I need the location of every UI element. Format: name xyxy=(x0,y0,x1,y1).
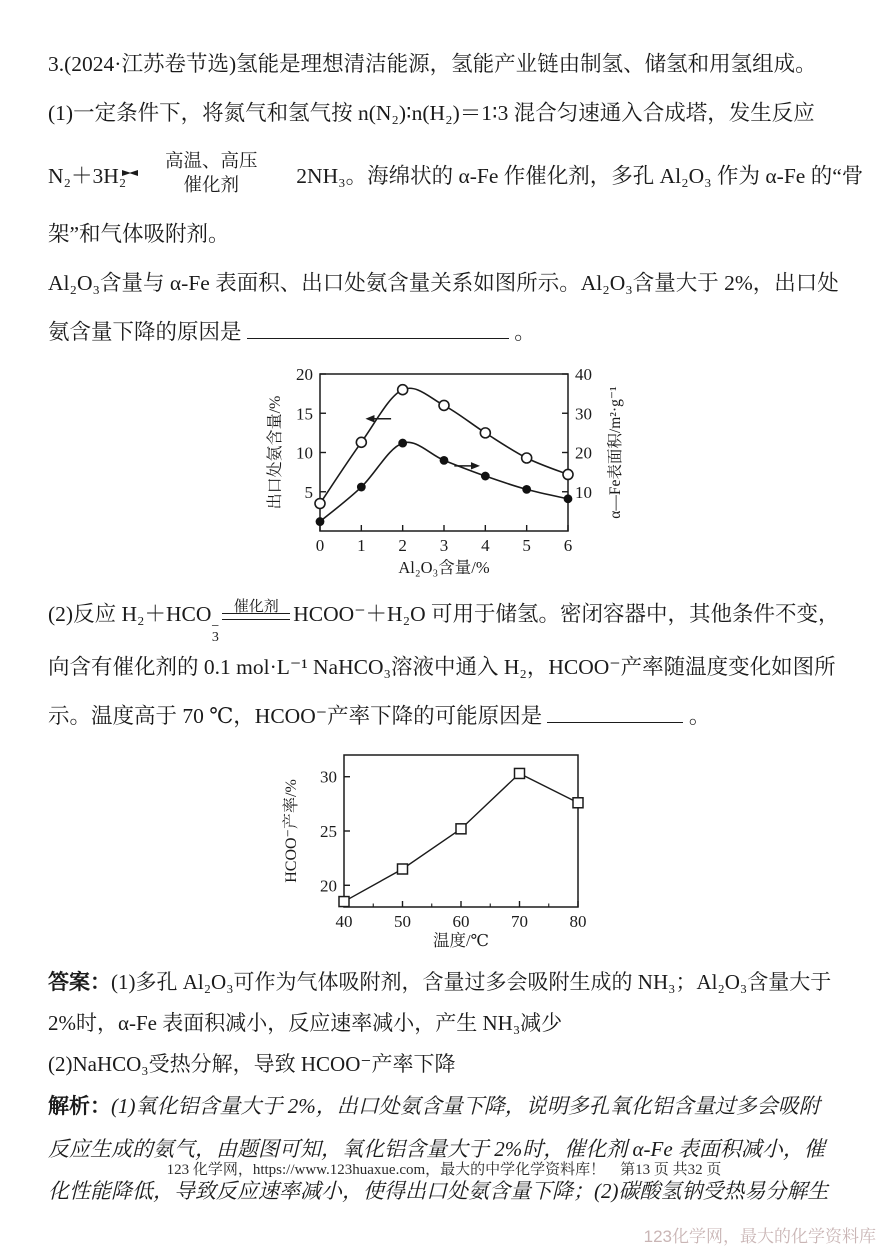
part2-equation-pre: (2)反应 H₂＋HCO xyxy=(48,602,212,626)
answer-label: 答案： xyxy=(48,971,111,994)
analysis-line1-text: (1)氧化铝含量大于 2%，出口处氨含量下降，说明多孔氧化铝含量过多会吸附 xyxy=(111,1094,820,1118)
part1-blank-line xyxy=(48,308,846,357)
analysis-line1 xyxy=(48,1085,846,1128)
svg-text:Al₂O₃含量/%: Al₂O₃含量/% xyxy=(398,558,490,577)
svg-text:HCOO⁻产率/%: HCOO⁻产率/% xyxy=(283,779,300,883)
part2-blank-label: 示。温度高于 70 ℃，HCOO⁻产率下降的可能原因是 xyxy=(48,704,543,728)
part2-blank-period: 。 xyxy=(688,704,711,728)
part1-blank-label: 氨含量下降的原因是 xyxy=(48,320,242,344)
svg-text:10: 10 xyxy=(296,443,313,463)
analysis-label: 解析： xyxy=(48,1095,111,1118)
equation-products-and-text: 2NH₃。海绵状的 α-Fe 作催化剂，多孔 Al₂O₃ 作为 α-Fe 的“骨 xyxy=(296,163,864,188)
part2-equation-post: HCOO⁻＋H₂O 可用于储氢。密闭容器中，其他条件不变， xyxy=(293,602,840,626)
part1-continuation-line: 架”和气体吸附剂。 xyxy=(48,222,230,246)
equation-condition-above: 高温、高压 xyxy=(165,152,258,172)
svg-text:3: 3 xyxy=(439,536,449,555)
svg-text:10: 10 xyxy=(575,482,592,502)
part1-intro-line: (1)一定条件下，将氮气和氢气按 n(N₂)∶n(H₂)＝1∶3 混合匀速通入合成塔，发生反应 xyxy=(48,101,815,125)
svg-text:20: 20 xyxy=(296,365,313,384)
svg-text:40: 40 xyxy=(335,912,353,931)
part2-catalyst-label: 催化剂 xyxy=(233,598,279,615)
page-footer: 123 化学网，https://www.123huaxue.com，最大的中学化学资料库！ 第13 页 共32 页 xyxy=(166,1162,722,1178)
part2-line2: 向含有催化剂的 0.1 mol·L⁻¹ NaHCO₃溶液中通入 H₂，HCOO⁻产率随温度变化如图所 xyxy=(48,655,836,679)
svg-text:4: 4 xyxy=(481,536,490,555)
answer-line1 xyxy=(48,962,846,1003)
svg-text:15: 15 xyxy=(296,404,313,424)
analysis-line2: 反应生成的氨气，由题图可知，氧化铝含量大于 2%时，催化剂 α-Fe 表面积减小，催 xyxy=(48,1137,825,1161)
svg-text:60: 60 xyxy=(452,912,470,931)
hco3-superscript-minus: − xyxy=(211,619,220,634)
svg-text:温度/℃: 温度/℃ xyxy=(432,931,490,949)
watermark-text: 123化学网，最大的化学资料库 xyxy=(643,1227,876,1246)
answer-section xyxy=(48,962,846,1085)
svg-text:5: 5 xyxy=(304,482,313,502)
equation-reactants: N₂＋3H₂ xyxy=(48,163,127,188)
svg-text:5: 5 xyxy=(522,536,531,555)
reaction-equation-nh3 xyxy=(48,138,864,210)
svg-text:30: 30 xyxy=(575,404,592,424)
catalyst-double-line-arrow xyxy=(222,598,290,620)
part1-chart-description: Al₂O₃含量与 α-Fe 表面积、出口处氨含量关系如图所示。Al₂O₃含量大于 2%，出口处 xyxy=(48,271,839,295)
svg-text:50: 50 xyxy=(394,912,411,931)
part2-answer-blank xyxy=(547,702,683,723)
analysis-section xyxy=(48,1085,846,1212)
svg-text:0: 0 xyxy=(315,536,325,555)
svg-text:40: 40 xyxy=(575,365,592,384)
svg-text:α—Fe表面积/m²·g⁻¹: α—Fe表面积/m²·g⁻¹ xyxy=(607,386,624,519)
svg-text:20: 20 xyxy=(575,443,592,463)
svg-text:2: 2 xyxy=(398,536,407,555)
chart-al2o3-fe-ammonia-svg xyxy=(48,361,846,582)
answer-line2: 2%时，α-Fe 表面积减小，反应速率减小，产生 NH₃减少 xyxy=(48,1011,563,1035)
hco3-subscript-3: 3 xyxy=(211,630,219,645)
equation-condition-below: 催化剂 xyxy=(183,176,240,196)
answer-line3: (2)NaHCO₃受热分解，导致 HCOO⁻产率下降 xyxy=(48,1052,456,1076)
equilibrium-arrow xyxy=(130,150,292,198)
chart-al2o3-fe-ammonia xyxy=(48,361,846,582)
svg-text:80: 80 xyxy=(569,912,587,931)
part2-blank-line xyxy=(48,692,846,741)
hco3-charge-stack xyxy=(211,621,219,643)
chart-hcoo-yield-temperature-svg xyxy=(48,745,846,954)
svg-text:70: 70 xyxy=(511,912,528,931)
chart-hcoo-yield-temperature xyxy=(48,745,846,954)
part2-equation-line xyxy=(48,590,846,643)
part1-answer-blank xyxy=(247,318,509,339)
analysis-line3: 化性能降低，导致反应速率减小，使得出口处氨含量下降；(2)碳酸氢钠受热易分解生 xyxy=(48,1179,829,1203)
question-title-line: 3.(2024·江苏卷节选)氢能是理想清洁能源，氢能产业链由制氢、储氢和用氢组成。 xyxy=(48,52,817,76)
part1-blank-period: 。 xyxy=(514,320,536,344)
svg-text:6: 6 xyxy=(563,536,573,555)
svg-text:30: 30 xyxy=(320,767,337,787)
svg-text:1: 1 xyxy=(357,536,366,555)
answer-line1-text: (1)多孔 Al₂O₃可作为气体吸附剂，含量过多会吸附生成的 NH₃；Al₂O₃含量大于 xyxy=(111,970,832,994)
svg-text:25: 25 xyxy=(320,822,337,841)
svg-text:出口处氨含量/%: 出口处氨含量/% xyxy=(267,395,284,510)
svg-text:20: 20 xyxy=(320,876,337,896)
